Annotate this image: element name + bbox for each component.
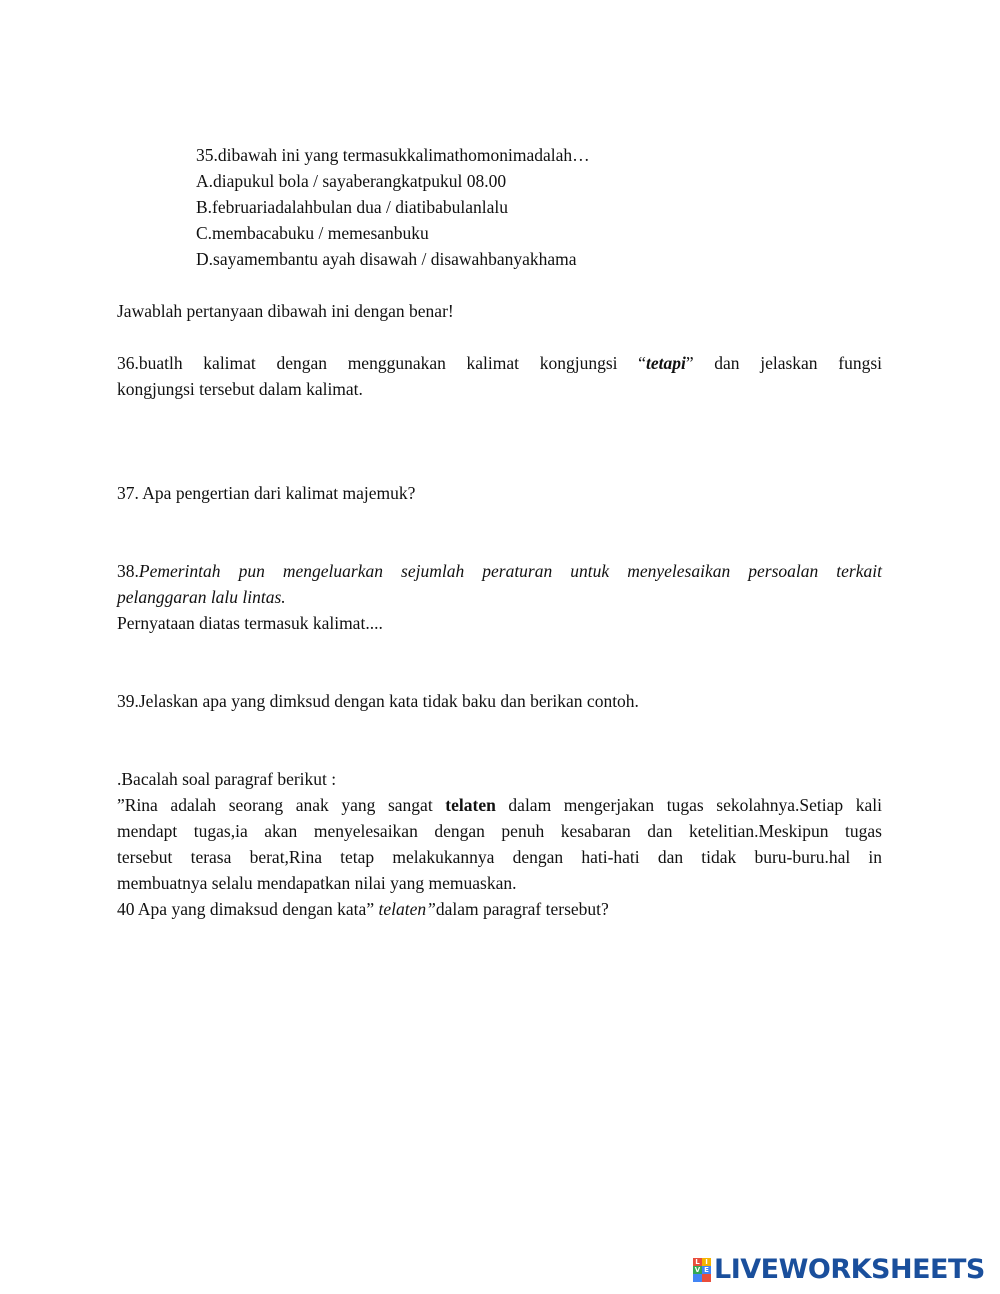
q37-question: 37. Apa pengertian dari kalimat majemuk? bbox=[117, 483, 416, 503]
q38-statement: Pernyataan diatas termasuk kalimat.... bbox=[117, 613, 383, 633]
q36-text-pre: 36.buatlh kalimat dengan menggunakan kalimat kongjungsi “ bbox=[117, 353, 646, 373]
q36-text-post: ” dan jelaskan fungsi bbox=[685, 353, 882, 373]
q36-keyword: tetapi bbox=[645, 353, 686, 373]
badge-letter-l: L bbox=[693, 1258, 702, 1266]
q40-question-pre: 40 Apa yang dimaksud dengan kata” bbox=[117, 899, 379, 919]
badge-filler-1 bbox=[693, 1274, 702, 1282]
instruction-text: Jawablah pertanyaan dibawah ini dengan benar! bbox=[117, 301, 454, 321]
q40-paragraph-line2: mendapt tugas,ia akan menyelesaikan dengan penuh kesabaran dan ketelitian.Meskipun tugas bbox=[117, 821, 882, 841]
badge-letter-e: E bbox=[702, 1266, 711, 1274]
q40-p1-pre: ”Rina adalah seorang anak yang sangat bbox=[117, 795, 446, 815]
q40-paragraph-line4: membuatnya selalu mendapatkan nilai yang memuaskan. bbox=[117, 873, 517, 893]
q35-question: 35.dibawah ini yang termasukkalimathomonimadalah… bbox=[196, 145, 590, 165]
liveworksheets-logo bbox=[693, 1256, 985, 1284]
q40-keyword-bold: telaten bbox=[445, 795, 496, 815]
q40-question bbox=[117, 896, 609, 922]
q35-option-a: A.diapukul bola / sayaberangkatpukul 08.00 bbox=[196, 171, 507, 191]
q38-number: 38. bbox=[117, 561, 139, 581]
q38-italic-line1: Pemerintah pun mengeluarkan sejumlah peraturan untuk menyelesaikan persoalan terkait bbox=[138, 561, 882, 581]
q38-line1 bbox=[117, 558, 882, 584]
q40-paragraph-line3: tersebut terasa berat,Rina tetap melakukannya dengan hati-hati dan tidak buru-buru.hal in bbox=[117, 847, 882, 867]
badge-filler-2 bbox=[702, 1274, 711, 1282]
q35-option-d: D.sayamembantu ayah disawah / disawahbanyakhama bbox=[196, 249, 577, 269]
q36-line1 bbox=[117, 350, 882, 376]
liveworksheets-wordmark: LIVEWORKSHEETS bbox=[714, 1254, 985, 1285]
q35-option-c: C.membacabuku / memesanbuku bbox=[196, 223, 429, 243]
q35-option-b: B.februariadalahbulan dua / diatibabulanlalu bbox=[196, 197, 508, 217]
q40-question-keyword: telaten” bbox=[378, 899, 436, 919]
q40-question-post: dalam paragraf tersebut? bbox=[435, 899, 609, 919]
q36-line2: kongjungsi tersebut dalam kalimat. bbox=[117, 379, 363, 399]
q40-paragraph-line1 bbox=[117, 792, 882, 818]
q40-intro: .Bacalah soal paragraf berikut : bbox=[117, 769, 337, 789]
liveworksheets-badge-icon bbox=[693, 1258, 711, 1282]
badge-letter-v: V bbox=[694, 1266, 701, 1274]
q39-question: 39.Jelaskan apa yang dimksud dengan kata tidak baku dan berikan contoh. bbox=[117, 691, 639, 711]
q40-p1-post: dalam mengerjakan tugas sekolahnya.Setiap kali bbox=[495, 795, 882, 815]
badge-letter-i: I bbox=[702, 1258, 711, 1266]
q38-italic-line2: pelanggaran lalu lintas. bbox=[117, 587, 286, 607]
